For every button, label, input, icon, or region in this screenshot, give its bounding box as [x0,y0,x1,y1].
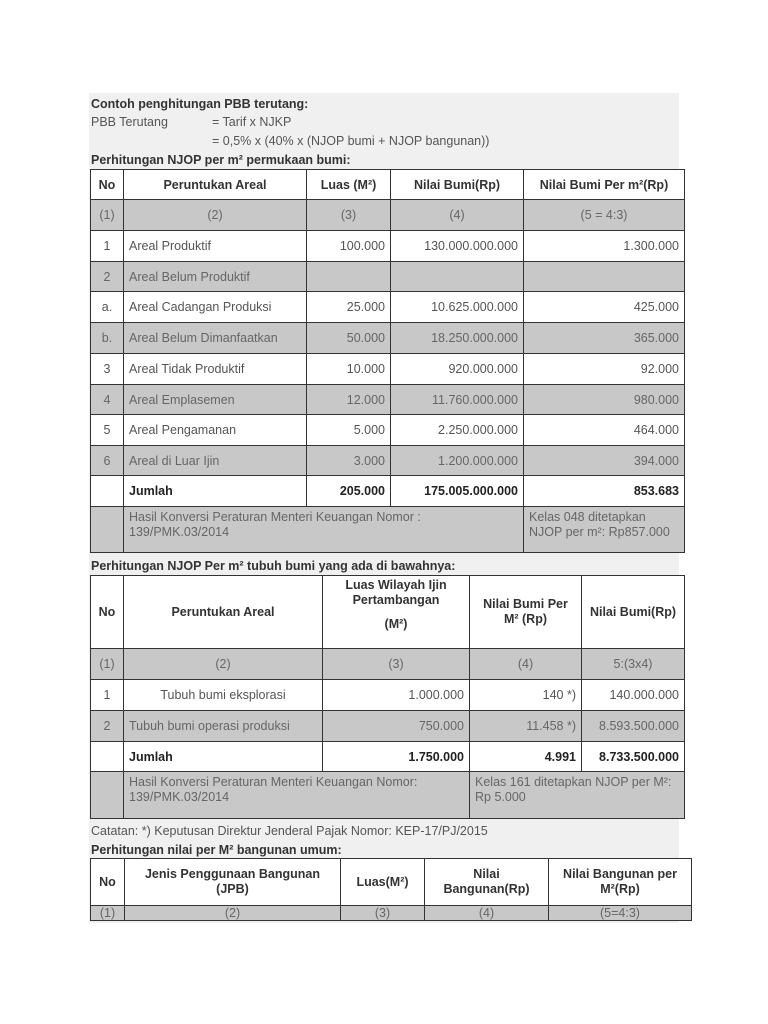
header-peruntukan: Peruntukan Areal [124,576,323,649]
index-cell: (5 = 4:3) [524,200,685,231]
index-cell: (3) [323,649,470,680]
table-njop-tubuh-bumi [90,575,685,819]
cell-nilai: 10.625.000.000 [391,292,524,323]
cell-nilai: 11.760.000.000 [391,385,524,415]
cell-no: b. [91,323,124,354]
cell-per-m2: 365.000 [524,323,685,354]
table-index-row [91,649,685,680]
cell-nilai: 1.200.000.000 [391,446,524,476]
table-header-row [91,170,685,200]
cell-areal: Areal Tidak Produktif [124,354,307,385]
cell-nilai: 920.000.000 [391,354,524,385]
table-njop-permukaan [90,169,685,553]
total-nilai: 175.005.000.000 [391,476,524,507]
index-cell: (2) [124,200,307,231]
catatan-note: Catatan: *) Keputusan Direktur Jenderal Pajak Nomor: KEP-17/PJ/2015 [91,824,488,838]
formula-line-2: = 0,5% x (40% x (NJOP bumi + NJOP bangunan)) [212,134,490,148]
table-row [91,354,685,385]
total-luas: 1.750.000 [323,742,470,772]
cell-no: 5 [91,415,124,446]
cell-nilai: 8.593.500.000 [582,711,685,742]
header-no: No [91,576,124,649]
cell-areal: Areal di Luar Ijin [124,446,307,476]
cell-per-m2: 980.000 [524,385,685,415]
table-row [91,323,685,354]
header-no: No [91,170,124,200]
index-cell: (3) [341,906,425,921]
header-jpb: Jenis Penggunaan Bangunan (JPB) [125,859,341,906]
header-nilai-per-m2: Nilai Bumi Per m²(Rp) [524,170,685,200]
cell-per-m2: 464.000 [524,415,685,446]
cell-luas: 5.000 [307,415,391,446]
header-peruntukan: Peruntukan Areal [124,170,307,200]
header-no: No [91,859,125,906]
header-luas: Luas (M²) [307,170,391,200]
table-row [91,292,685,323]
table-row [91,262,685,292]
cell-no: 1 [91,680,124,711]
cell-no: 2 [91,711,124,742]
cell-luas: 50.000 [307,323,391,354]
cell-no: 1 [91,231,124,262]
formula-line-1: = Tarif x NJKP [212,115,292,129]
header-luas-wilayah [323,576,470,649]
index-cell: (4) [425,906,549,921]
header-nilai-per-m2: Nilai Bangunan per M²(Rp) [549,859,692,906]
note-left: Hasil Konversi Peraturan Menteri Keuangan Nomor: 139/PMK.03/2014 [124,772,470,819]
cell-luas: 100.000 [307,231,391,262]
cell-areal: Areal Produktif [124,231,307,262]
total-no [91,476,124,507]
cell-luas [307,262,391,292]
cell-no: 4 [91,385,124,415]
cell-areal: Areal Cadangan Produksi [124,292,307,323]
cell-luas: 750.000 [323,711,470,742]
note-blank [91,772,124,819]
index-cell: (5=4:3) [549,906,692,921]
header-nilai-per-m2: Nilai Bumi Per M² (Rp) [470,576,582,649]
cell-no: 6 [91,446,124,476]
note-left: Hasil Konversi Peraturan Menteri Keuangan Nomor : 139/PMK.03/2014 [124,507,524,553]
table-header-row [91,576,685,649]
table-total-row [91,742,685,772]
formula-label: PBB Terutang [91,115,168,129]
header-nilai-bumi: Nilai Bumi(Rp) [582,576,685,649]
index-cell: (2) [124,649,323,680]
intro-heading: Contoh penghitungan PBB terutang: [91,97,309,111]
note-blank [91,507,124,553]
cell-areal: Areal Pengamanan [124,415,307,446]
cell-areal: Tubuh bumi operasi produksi [124,711,323,742]
cell-per-m2: 11.458 *) [470,711,582,742]
table-row [91,231,685,262]
table-row [91,680,685,711]
cell-no: 2 [91,262,124,292]
note-right: Kelas 048 ditetapkan NJOP per m²: Rp857.000 [524,507,685,553]
header-nilai-bumi: Nilai Bumi(Rp) [391,170,524,200]
cell-per-m2 [524,262,685,292]
cell-nilai: 2.250.000.000 [391,415,524,446]
header-luas-label: Luas Wilayah Ijin Pertambangan [345,578,447,607]
table-header-row [91,859,692,906]
table-note-row [91,507,685,553]
total-label: Jumlah [124,476,307,507]
index-cell: (4) [391,200,524,231]
table-row [91,385,685,415]
total-per-m2: 4.991 [470,742,582,772]
header-luas: Luas(M²) [341,859,425,906]
index-cell: (1) [91,200,124,231]
cell-luas: 25.000 [307,292,391,323]
index-cell: (4) [470,649,582,680]
table-row [91,446,685,476]
cell-nilai [391,262,524,292]
cell-areal: Areal Emplasemen [124,385,307,415]
cell-no: a. [91,292,124,323]
table-row [91,711,685,742]
cell-areal: Areal Belum Produktif [124,262,307,292]
table3-title: Perhitungan nilai per M² bangunan umum: [91,843,342,857]
cell-no: 3 [91,354,124,385]
total-label: Jumlah [124,742,323,772]
header-nilai-bangunan: Nilai Bangunan(Rp) [425,859,549,906]
cell-nilai: 130.000.000.000 [391,231,524,262]
cell-nilai: 18.250.000.000 [391,323,524,354]
note-right: Kelas 161 ditetapkan NJOP per M²: Rp 5.000 [470,772,685,819]
table-index-row [91,200,685,231]
cell-per-m2: 1.300.000 [524,231,685,262]
table-row [91,415,685,446]
table-note-row [91,772,685,819]
cell-areal: Tubuh bumi eksplorasi [124,680,323,711]
cell-luas: 12.000 [307,385,391,415]
cell-areal: Areal Belum Dimanfaatkan [124,323,307,354]
table1-title: Perhitungan NJOP per m² permukaan bumi: [91,153,351,167]
index-cell: (1) [91,649,124,680]
cell-luas: 10.000 [307,354,391,385]
total-luas: 205.000 [307,476,391,507]
cell-luas: 1.000.000 [323,680,470,711]
cell-per-m2: 92.000 [524,354,685,385]
index-cell: (1) [91,906,125,921]
index-cell: (3) [307,200,391,231]
table-index-row [91,906,692,921]
cell-nilai: 140.000.000 [582,680,685,711]
cell-per-m2: 140 *) [470,680,582,711]
table-nilai-bangunan [90,858,692,921]
index-cell: (2) [125,906,341,921]
cell-per-m2: 394.000 [524,446,685,476]
table2-title: Perhitungan NJOP Per m² tubuh bumi yang ada di bawahnya: [91,559,456,573]
table-total-row [91,476,685,507]
header-luas-unit: (M²) [384,617,408,631]
total-nilai: 8.733.500.000 [582,742,685,772]
cell-luas: 3.000 [307,446,391,476]
total-per-m2: 853.683 [524,476,685,507]
index-cell: 5:(3x4) [582,649,685,680]
cell-per-m2: 425.000 [524,292,685,323]
total-no [91,742,124,772]
